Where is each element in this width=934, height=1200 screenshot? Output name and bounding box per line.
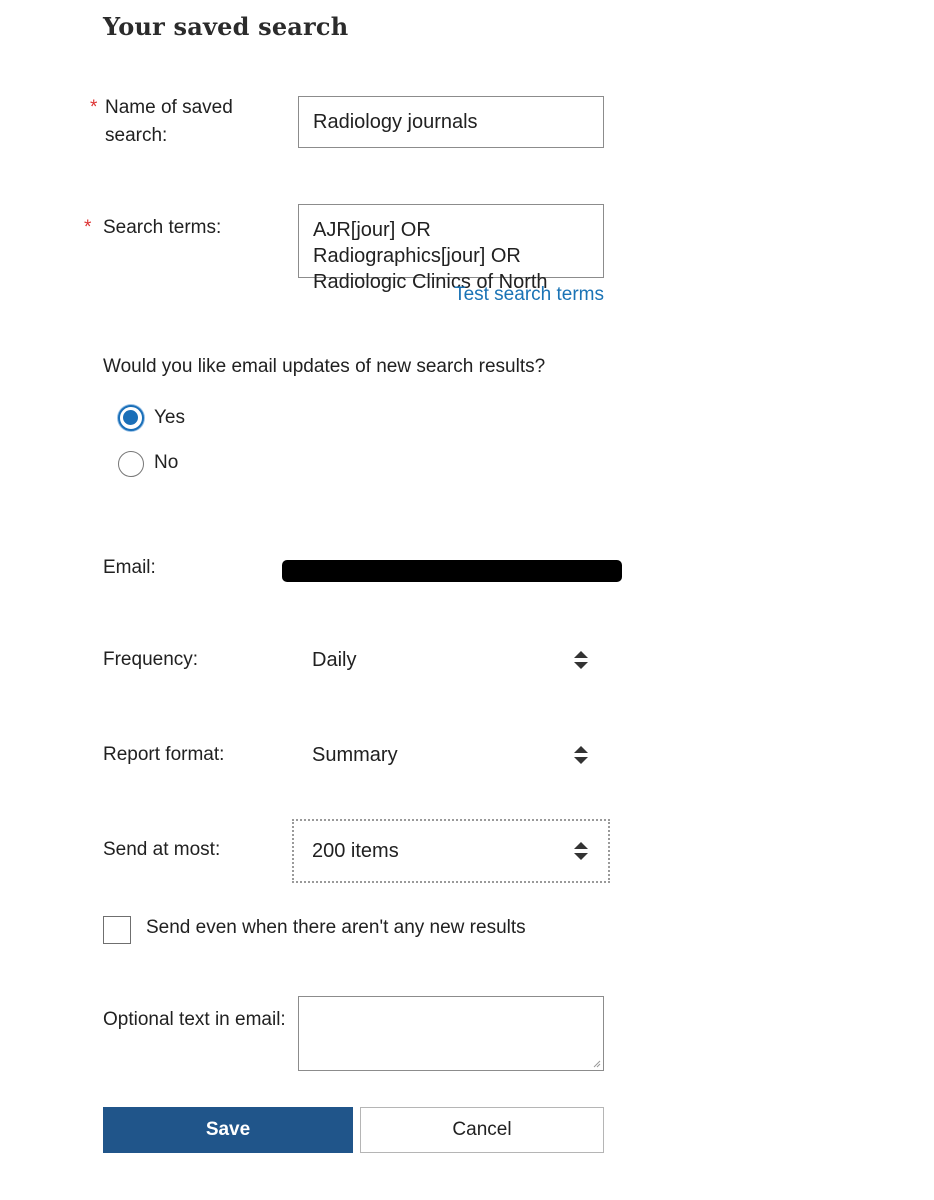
send-at-most-value: 200 items — [312, 840, 399, 862]
search-terms-label: Search terms: — [103, 217, 222, 238]
frequency-value: Daily — [312, 649, 357, 671]
report-format-label: Report format: — [103, 744, 225, 765]
send-even-label[interactable]: Send even when there aren't any new results — [146, 917, 526, 938]
required-marker: * — [90, 97, 98, 118]
radio-no[interactable] — [118, 451, 144, 477]
send-even-checkbox[interactable] — [103, 916, 131, 944]
email-updates-question: Would you like email updates of new search results? — [103, 356, 546, 377]
cancel-button[interactable]: Cancel — [360, 1107, 604, 1153]
send-at-most-select[interactable] — [292, 819, 610, 883]
send-at-most-label: Send at most: — [103, 839, 221, 860]
saved-search-name-input[interactable] — [298, 96, 604, 148]
radio-yes-label[interactable]: Yes — [154, 407, 185, 428]
radio-yes[interactable] — [118, 405, 144, 431]
optional-text-textarea[interactable] — [298, 996, 604, 1071]
sort-updown-icon — [574, 651, 588, 669]
sort-updown-icon — [574, 842, 588, 860]
radio-no-label[interactable]: No — [154, 452, 179, 473]
required-marker: * — [84, 217, 92, 238]
name-label-line2: search: — [105, 125, 168, 146]
report-format-select[interactable] — [292, 723, 610, 787]
frequency-select[interactable] — [292, 628, 610, 692]
email-label: Email: — [103, 557, 156, 578]
frequency-label: Frequency: — [103, 649, 199, 670]
email-redacted-field — [282, 560, 622, 582]
sort-updown-icon — [574, 746, 588, 764]
optional-text-label: Optional text in email: — [103, 1009, 286, 1030]
page-title: Your saved search — [103, 12, 349, 41]
name-label-line1: Name of saved — [105, 97, 233, 118]
search-terms-textarea[interactable]: AJR[jour] OR Radiographics[jour] OR Radiologic Clinics of North — [298, 204, 604, 278]
save-button[interactable]: Save — [103, 1107, 353, 1153]
report-format-value: Summary — [312, 744, 398, 766]
test-search-terms-link[interactable]: Test search terms — [454, 284, 604, 305]
resize-grip-icon[interactable] — [593, 1060, 601, 1068]
